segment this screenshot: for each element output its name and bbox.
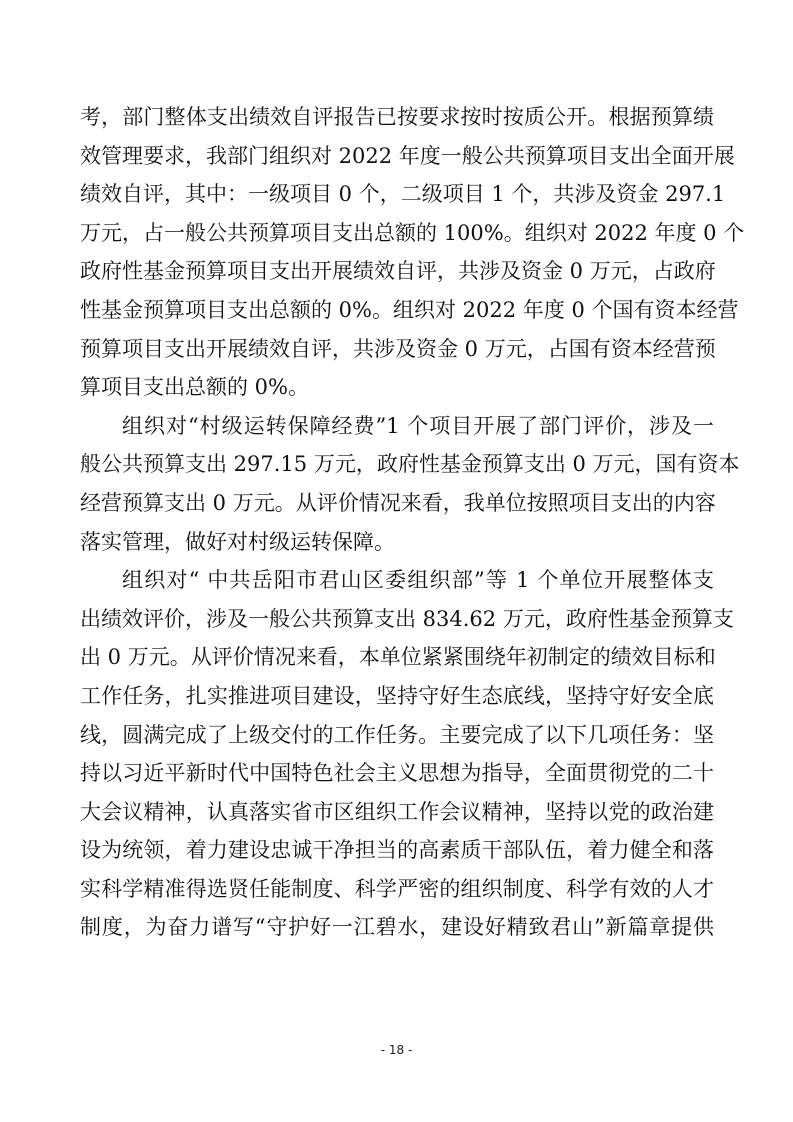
- text-line: 工作任务，扎实推进项目建设，坚持守好生态底线，坚持守好安全底: [80, 683, 714, 708]
- text-line: 般公共预算支出 297.15 万元，政府性基金预算支出 0 万元，国有资本: [80, 452, 740, 477]
- text-line: 政府性基金预算项目支出开展绩效自评，共涉及资金 0 万元，占政府: [80, 259, 716, 284]
- text-line: 落实管理，做好对村级运转保障。: [80, 529, 395, 554]
- text-line: 组织对“ 中共岳阳市君山区委组织部”等 1 个单位开展整体支: [122, 568, 714, 593]
- paragraph-3: [80, 561, 734, 947]
- text-line: 性基金预算项目支出总额的 0%。组织对 2022 年度 0 个国有资本经营: [80, 297, 739, 322]
- text-line: 绩效自评，其中：一级项目 0 个，二级项目 1 个，共涉及资金 297.1: [80, 182, 726, 207]
- text-line: 预算项目支出开展绩效自评，共涉及资金 0 万元，占国有资本经营预: [80, 336, 716, 361]
- text-line: 考，部门整体支出绩效自评报告已按要求按时按质公开。根据预算绩: [80, 105, 714, 129]
- text-line: 万元，占一般公共预算项目支出总额的 100%。组织对 2022 年度 0 个: [80, 220, 745, 245]
- text-line: 出 0 万元。从评价情况来看，本单位紧紧围绕年初制定的绩效目标和: [80, 645, 716, 670]
- text-line: 线，圆满完成了上级交付的工作任务。主要完成了以下几项任务：坚: [80, 722, 714, 747]
- page-number: - 18 -: [380, 1043, 413, 1057]
- text-line: 持以习近平新时代中国特色社会主义思想为指导，全面贯彻党的二十: [80, 761, 714, 786]
- text-line: 算项目支出总额的 0%。: [80, 375, 309, 400]
- text-line: 组织对“村级运转保障经费”1 个项目开展了部门评价，涉及一: [122, 413, 714, 438]
- text-line: 大会议精神，认真落实省市区组织工作会议精神，坚持以党的政治建: [80, 799, 714, 824]
- paragraph-2: [80, 407, 740, 561]
- text-line: 实科学精准得选贤任能制度、科学严密的组织制度、科学有效的人才: [80, 876, 714, 901]
- document-body: [80, 98, 745, 947]
- text-line: 经营预算支出 0 万元。从评价情况来看，我单位按照项目支出的内容: [80, 490, 716, 515]
- text-line: 设为统领，着力建设忠诚干净担当的高素质干部队伍，着力健全和落: [80, 838, 714, 863]
- text-line: 出绩效评价，涉及一般公共预算支出 834.62 万元，政府性基金预算支: [80, 606, 734, 631]
- text-line: 制度，为奋力谱写“守护好一江碧水，建设好精致君山”新篇章提供: [80, 915, 714, 940]
- paragraph-1: [80, 98, 745, 407]
- text-line: 效管理要求，我部门组织对 2022 年度一般公共预算项目支出全面开展: [80, 143, 735, 168]
